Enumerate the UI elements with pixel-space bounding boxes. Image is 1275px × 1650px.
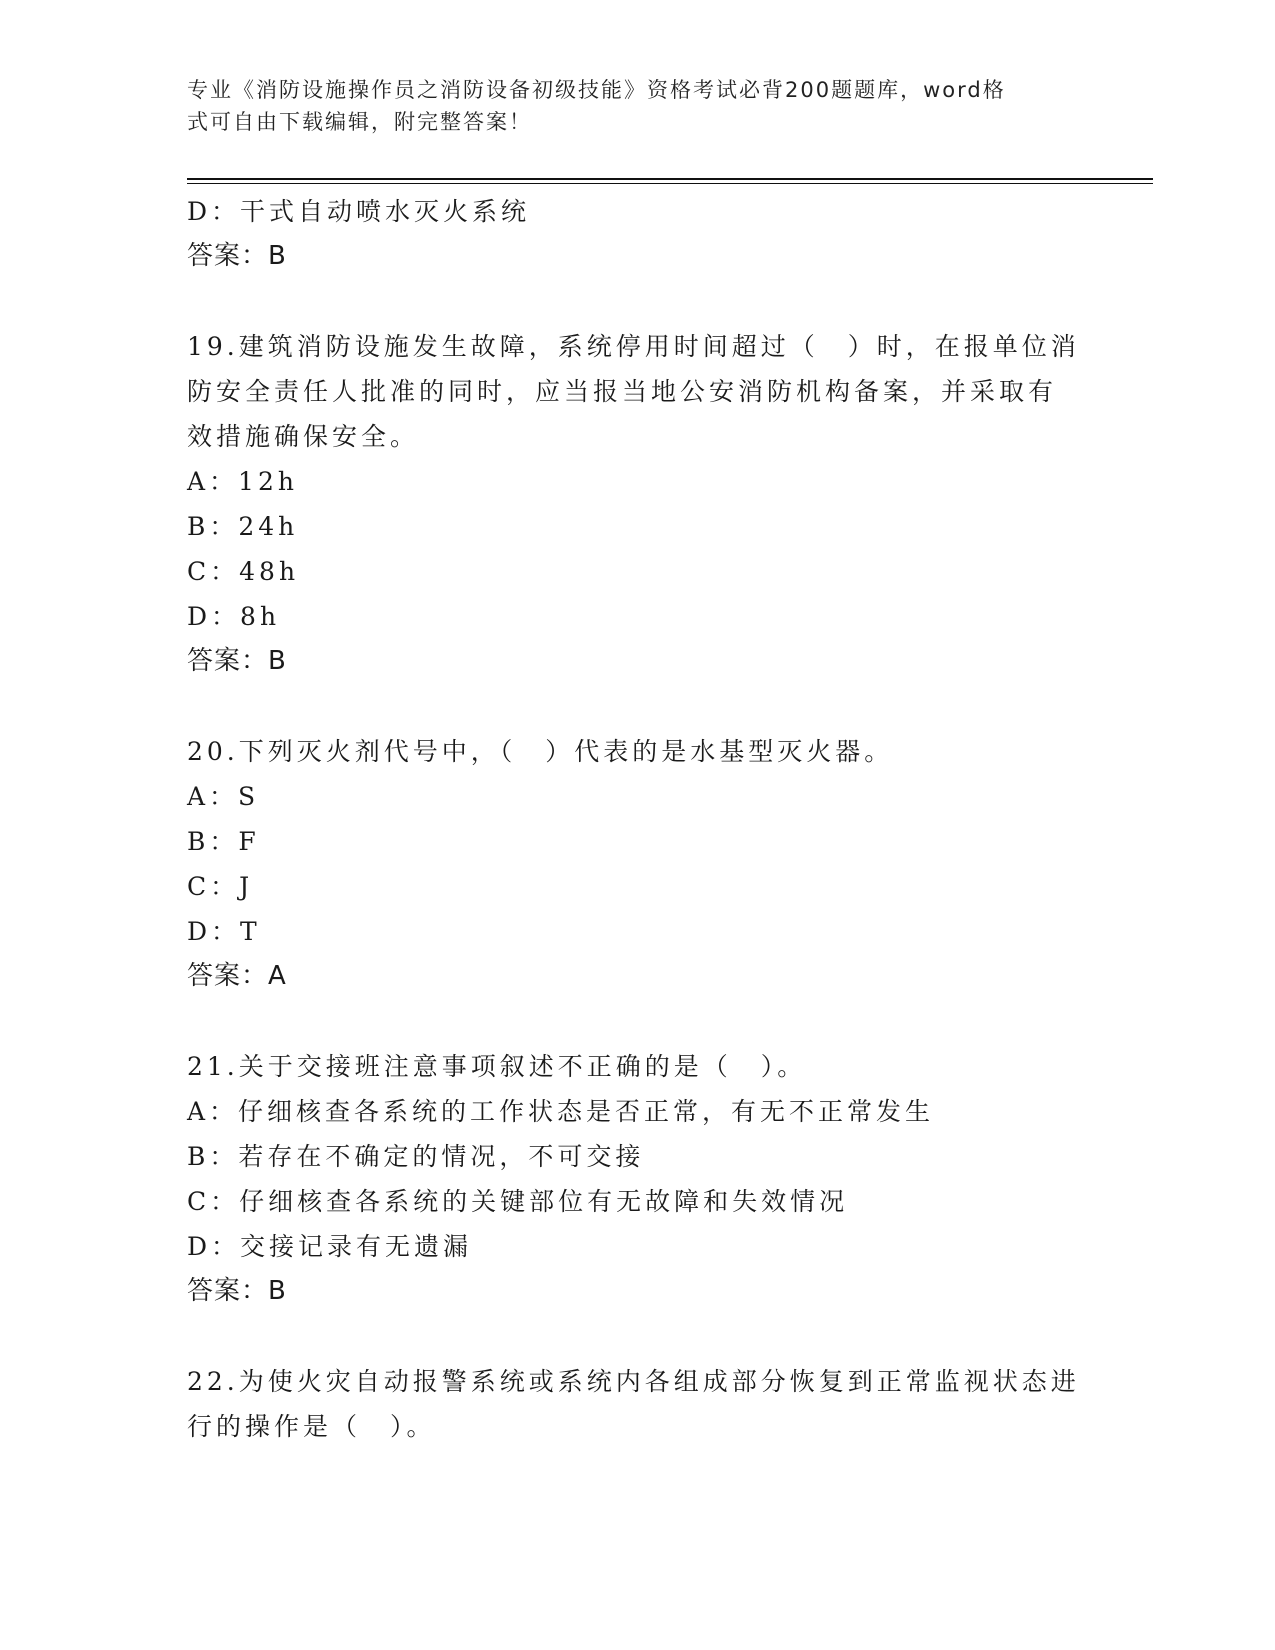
option-b: B：若存在不确定的情况，不可交接 [187,1142,645,1171]
option-a: A：12h [187,467,298,496]
answer: 答案：B [187,241,287,271]
option-c: C：仔细核查各系统的关键部位有无故障和失效情况 [187,1187,849,1216]
option-d: D：T [187,917,261,946]
stem-line: 效措施确保安全。 [187,422,420,451]
question-stem [187,1359,1087,1449]
question-stem [187,729,1087,774]
question-stem [187,324,1087,459]
option-d: D：8h [187,602,281,631]
stem-line: 21.关于交接班注意事项叙述不正确的是（ ）。 [187,1052,807,1081]
option-c: C：48h [187,557,300,586]
header-divider [187,178,1153,184]
question-20 [187,729,1087,999]
answer: 答案：B [187,1276,287,1306]
stem-line: 19.建筑消防设施发生故障，系统停用时间超过（ ）时，在报单位消 [187,332,1080,361]
document-header [187,74,1067,138]
question-19 [187,324,1087,684]
answer: 答案：B [187,646,287,676]
question-22 [187,1359,1087,1449]
stem-line: 防安全责任人批准的同时，应当报当地公安消防机构备案，并采取有 [187,377,1058,406]
option-d: D：干式自动喷水灭火系统 [187,197,531,226]
option-d: D：交接记录有无遗漏 [187,1232,473,1261]
option-c: C：J [187,872,254,901]
stem-line: 20.下列灭火剂代号中，（ ）代表的是水基型灭火器。 [187,737,894,766]
header-line-1: 专业《消防设施操作员之消防设备初级技能》资格考试必背200题题库，word格 [187,78,1006,102]
answer: 答案：A [187,961,287,991]
question-21 [187,1044,1087,1314]
option-a: A：仔细核查各系统的工作状态是否正常，有无不正常发生 [187,1097,935,1126]
stem-line: 22.为使火灾自动报警系统或系统内各组成部分恢复到正常监视状态进 [187,1367,1080,1396]
question-stem [187,1044,1087,1089]
previous-question-tail [187,189,1087,279]
question-list [187,189,1087,1449]
header-line-2: 式可自由下载编辑，附完整答案！ [187,110,532,134]
option-b: B：24h [187,512,299,541]
stem-line: 行的操作是（ ）。 [187,1412,436,1441]
option-b: B：F [187,827,260,856]
option-a: A：S [187,782,260,811]
